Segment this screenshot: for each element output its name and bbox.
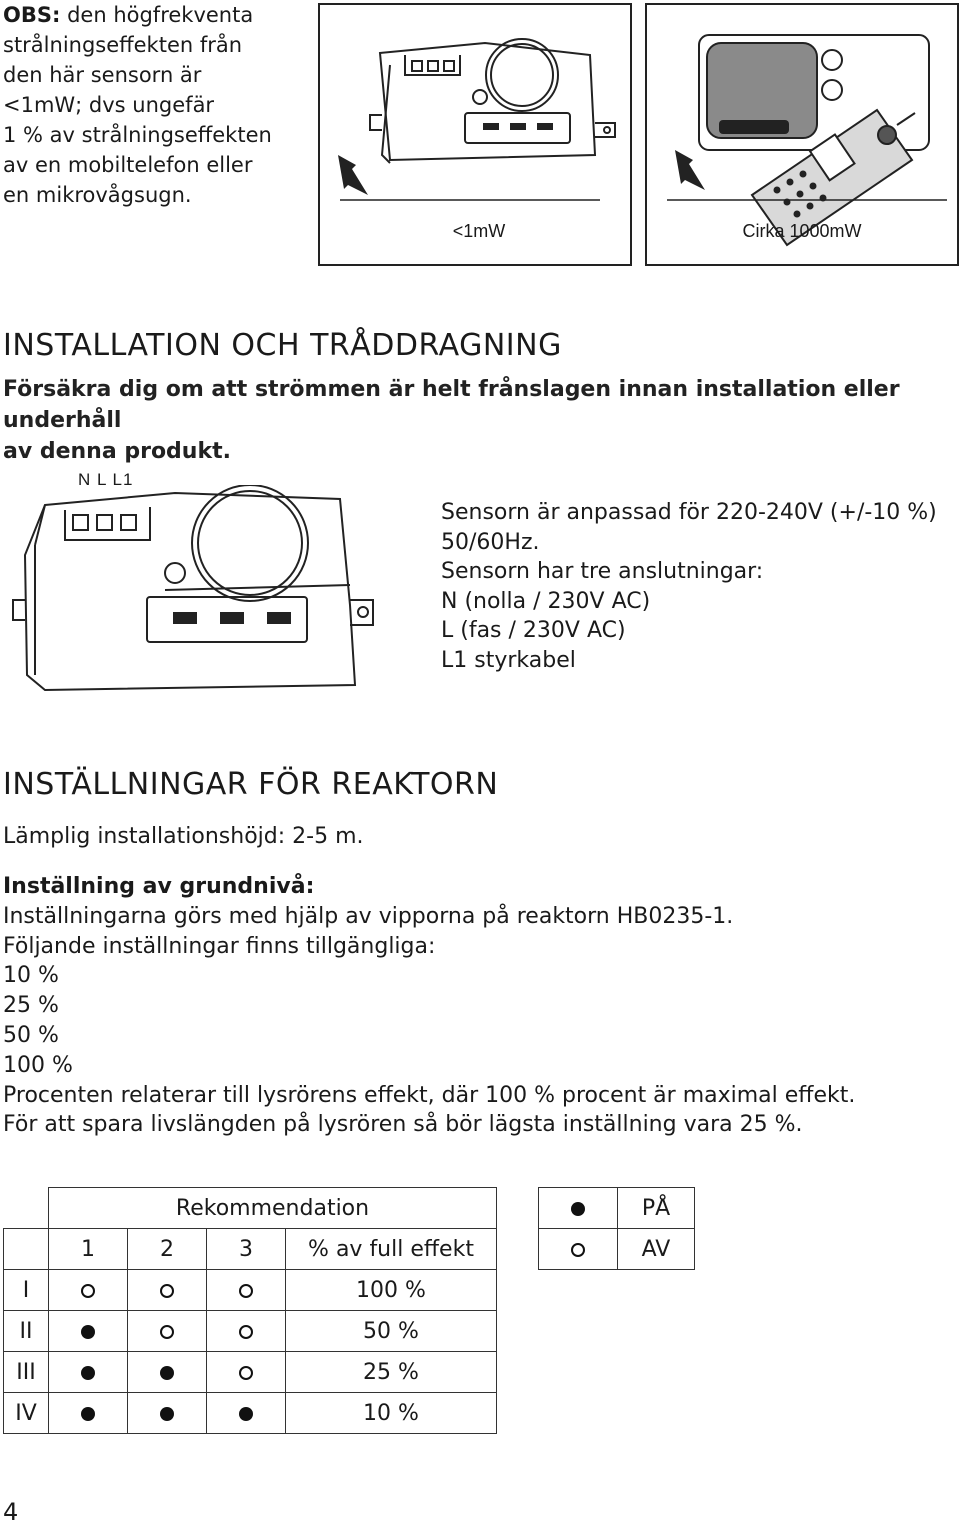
switch-cell xyxy=(49,1270,128,1311)
recommendation-rows xyxy=(4,1270,497,1434)
spec-line: 50/60Hz. xyxy=(441,529,540,555)
sensor-wiring-illustration xyxy=(5,485,385,700)
spec-line: N (nolla / 230V AC) xyxy=(441,588,651,614)
switch-off-icon xyxy=(571,1243,585,1257)
empty-cell xyxy=(4,1229,49,1270)
switch-on-icon xyxy=(160,1366,174,1380)
spec-line: L (fas / 230V AC) xyxy=(441,618,626,644)
column-header: % av full effekt xyxy=(286,1229,497,1270)
obs-note xyxy=(3,0,303,210)
switch-cell xyxy=(128,1311,207,1352)
recommendation-title: Rekommendation xyxy=(49,1188,497,1229)
switch-cell xyxy=(207,1270,286,1311)
effect-value: 50 % xyxy=(286,1311,497,1352)
basic-line: Följande inställningar finns tillgängliga: xyxy=(3,933,436,959)
switch-legend xyxy=(538,1187,695,1270)
switch-on-icon xyxy=(81,1366,95,1380)
basic-line: 10 % xyxy=(3,963,59,989)
row-label: I xyxy=(4,1270,49,1311)
installation-heading: INSTALLATION OCH TRÅDDRAGNING xyxy=(3,328,562,363)
recommendation-table xyxy=(3,1187,497,1434)
switch-off-icon xyxy=(239,1366,253,1380)
row-label: III xyxy=(4,1352,49,1393)
obs-prefix: OBS: xyxy=(3,3,61,27)
switch-off-icon xyxy=(239,1284,253,1298)
obs-line: strålningseffekten från xyxy=(3,33,243,57)
sensor-image-frame xyxy=(318,3,632,266)
effect-value: 25 % xyxy=(286,1352,497,1393)
obs-line: <1mW; dvs ungefär xyxy=(3,93,215,117)
effect-value: 10 % xyxy=(286,1393,497,1434)
basic-level-settings xyxy=(3,872,953,1140)
switch-cell xyxy=(207,1352,286,1393)
switch-cell xyxy=(128,1393,207,1434)
empty-cell xyxy=(4,1188,49,1229)
spec-line: L1 styrkabel xyxy=(441,647,576,673)
phone-power-caption: Cirka 1000mW xyxy=(742,221,862,241)
switch-on-icon xyxy=(81,1407,95,1421)
spec-line: Sensorn är anpassad för 220-240V (+/-10 %) xyxy=(441,500,937,525)
obs-line: den här sensorn är xyxy=(3,63,202,87)
basic-line: 50 % xyxy=(3,1022,59,1048)
switch-off-icon xyxy=(160,1284,174,1298)
basic-line: 100 % xyxy=(3,1052,73,1078)
switch-off-icon xyxy=(239,1325,253,1339)
legend-off-label: AV xyxy=(618,1229,695,1270)
legend-on-symbol xyxy=(539,1188,618,1229)
warning-line: Försäkra dig om att strömmen är helt frånslagen innan installation eller underhåll xyxy=(3,377,900,433)
table-row xyxy=(4,1270,497,1311)
sensor-power-caption: <1mW xyxy=(452,221,506,241)
spec-line: Sensorn har tre anslutningar: xyxy=(441,559,764,585)
switch-on-icon xyxy=(81,1325,95,1339)
switch-on-icon xyxy=(571,1202,585,1216)
switch-cell xyxy=(49,1311,128,1352)
settings-heading: INSTÄLLNINGAR FÖR REAKTORN xyxy=(3,767,499,802)
column-header: 1 xyxy=(49,1229,128,1270)
table-row xyxy=(4,1352,497,1393)
obs-line: den högfrekventa xyxy=(67,3,254,27)
row-label: IV xyxy=(4,1393,49,1434)
switch-cell xyxy=(49,1393,128,1434)
page-number: 4 xyxy=(3,1498,19,1526)
switch-cell xyxy=(128,1352,207,1393)
switch-off-icon xyxy=(81,1284,95,1298)
column-header: 2 xyxy=(128,1229,207,1270)
power-off-warning xyxy=(3,374,953,467)
legend-on-label: PÅ xyxy=(618,1188,695,1229)
basic-line: 25 % xyxy=(3,993,59,1019)
obs-line: 1 % av strålningseffekten xyxy=(3,123,272,147)
sensor-specification xyxy=(441,498,937,676)
table-row xyxy=(4,1393,497,1434)
terminal-labels: N L L1 xyxy=(78,470,134,489)
obs-line: en mikrovågsugn. xyxy=(3,183,192,207)
legend-off-symbol xyxy=(539,1229,618,1270)
row-label: II xyxy=(4,1311,49,1352)
switch-on-icon xyxy=(160,1407,174,1421)
effect-value: 100 % xyxy=(286,1270,497,1311)
warning-line: av denna produkt. xyxy=(3,439,231,464)
switch-on-icon xyxy=(239,1407,253,1421)
basic-level-title: Inställning av grundnivå: xyxy=(3,874,315,899)
basic-line: Inställningarna görs med hjälp av vipporna på reaktorn HB0235-1. xyxy=(3,903,734,929)
table-row xyxy=(4,1311,497,1352)
basic-line: För att spara livslängden på lysrören så bör lägsta inställning vara 25 %. xyxy=(3,1112,803,1138)
obs-line: av en mobiltelefon eller xyxy=(3,153,253,177)
switch-cell xyxy=(207,1311,286,1352)
switch-cell xyxy=(128,1270,207,1311)
switch-cell xyxy=(207,1393,286,1434)
installation-height: Lämplig installationshöjd: 2-5 m. xyxy=(3,824,364,849)
switch-cell xyxy=(49,1352,128,1393)
switch-off-icon xyxy=(160,1325,174,1339)
column-header: 3 xyxy=(207,1229,286,1270)
basic-line: Procenten relaterar till lysrörens effekt, där 100 % procent är maximal effekt. xyxy=(3,1082,856,1108)
phone-image-frame xyxy=(645,3,959,266)
